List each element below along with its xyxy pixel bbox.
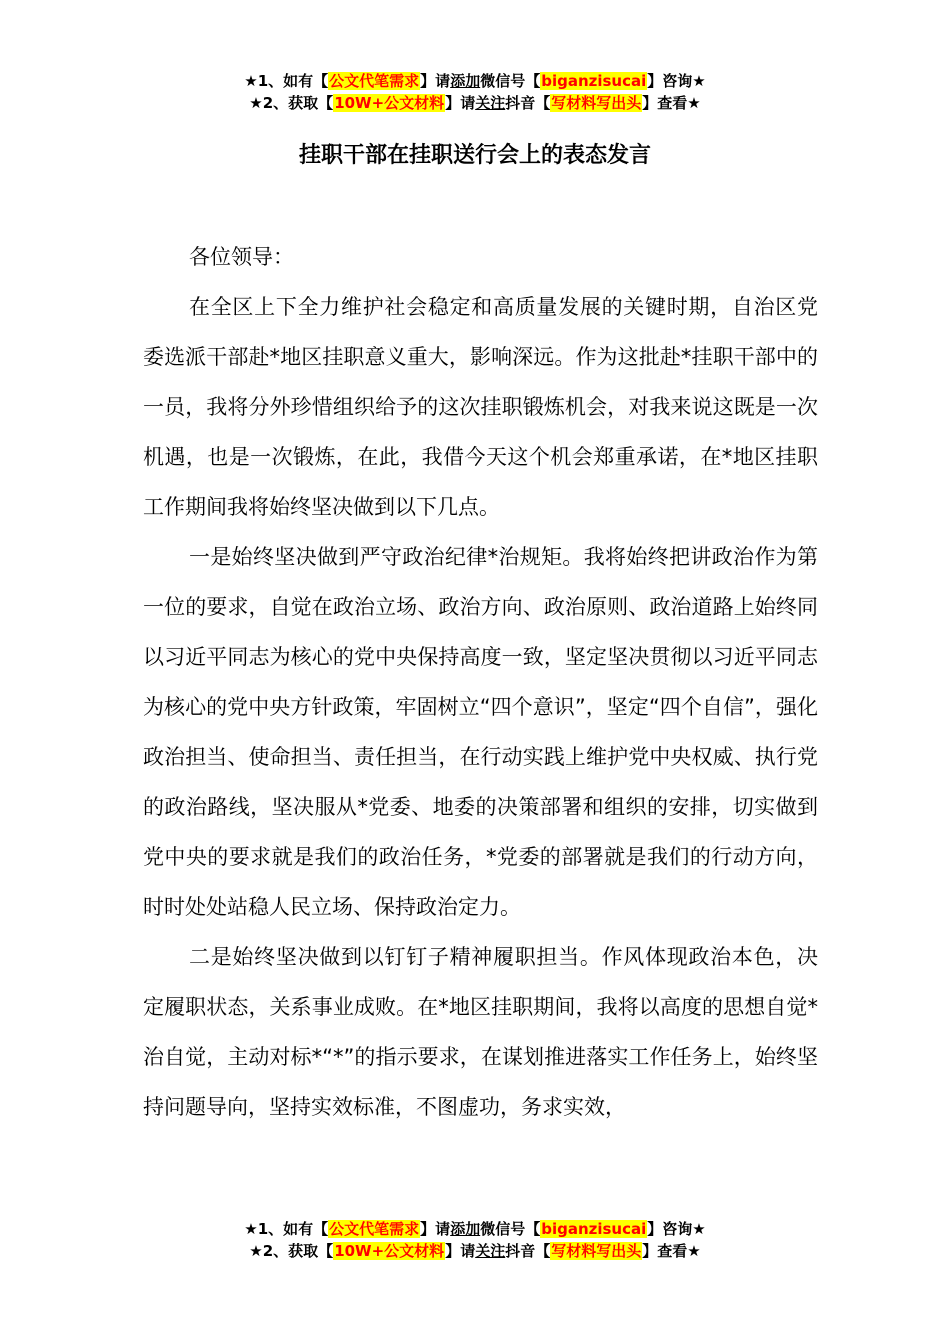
- banner-line-1: [0, 1218, 950, 1240]
- footer-banner: [0, 1218, 950, 1262]
- banner-text: ★1、如有【: [244, 72, 329, 90]
- banner-text: 】查看★: [642, 1242, 701, 1260]
- banner-text: 微信号【: [480, 1220, 541, 1238]
- banner-text: 抖音【: [505, 1242, 551, 1260]
- banner-text: 】咨询★: [647, 1220, 706, 1238]
- banner-line-2: [0, 1240, 950, 1262]
- paragraph-point-2: 二是始终坚决做到以钉钉子精神履职担当。作风体现政治本色，决定履职状态，关系事业成败。在*地区挂职期间，我将以高度的思想自觉*治自觉，主动对标*“*”的指示要求，在谋划推进落实工作任务上，始终坚持问题导向，坚持实效标准，不图虚功，务求实效，: [143, 945, 818, 1119]
- banner-text: 】查看★: [642, 94, 701, 112]
- banner-highlight-service: 公文代笔需求: [329, 72, 420, 90]
- banner-highlight-materials: 10W+公文材料: [334, 1242, 445, 1260]
- banner-text: 微信号【: [480, 72, 541, 90]
- paragraph-intro: 在全区上下全力维护社会稳定和高质量发展的关键时期，自治区党委选派干部赴*地区挂职意义重大，影响深远。作为这批赴*挂职干部中的一员，我将分外珍惜组织给予的这次挂职锻炼机会，对我来说这既是一次机遇，也是一次锻炼，在此，我借今天这个机会郑重承诺，在*地区挂职工作期间我将始终坚决做到以下几点。: [143, 295, 818, 519]
- banner-text: 】咨询★: [647, 72, 706, 90]
- banner-text: 】请: [445, 1242, 476, 1260]
- banner-underline-add: 添加: [450, 72, 481, 90]
- document-body: [143, 232, 818, 1132]
- banner-underline-follow: 关注: [475, 1242, 506, 1260]
- salutation: 各位领导：: [189, 245, 294, 269]
- banner-line-2: [0, 92, 950, 114]
- banner-text: 】请: [420, 1220, 451, 1238]
- banner-text: 】请: [445, 94, 476, 112]
- banner-underline-add: 添加: [450, 1220, 481, 1238]
- banner-text: 】请: [420, 72, 451, 90]
- banner-text: ★2、获取【: [249, 1242, 334, 1260]
- banner-highlight-douyin: 写材料写出头: [551, 94, 642, 112]
- paragraph-point-1: 一是始终坚决做到严守政治纪律*治规矩。我将始终把讲政治作为第一位的要求，自觉在政治立场、政治方向、政治原则、政治道路上始终同以习近平同志为核心的党中央保持高度一致，坚定坚决贯彻以习近平同志为核心的党中央方针政策，牢固树立“四个意识”，坚定“四个自信”，强化政治担当、使命担当、责任担当，在行动实践上维护党中央权威、执行党的政治路线，坚决服从*党委、地委的决策部署和组织的安排，切实做到党中央的要求就是我们的政治任务，*党委的部署就是我们的行动方向，时时处处站稳人民立场、保持政治定力。: [143, 545, 818, 919]
- banner-line-1: [0, 70, 950, 92]
- banner-highlight-wechat-id: biganzisucai: [541, 1220, 647, 1238]
- banner-text: 抖音【: [505, 94, 551, 112]
- banner-text: ★1、如有【: [244, 1220, 329, 1238]
- banner-highlight-materials: 10W+公文材料: [334, 94, 445, 112]
- banner-highlight-service: 公文代笔需求: [329, 1220, 420, 1238]
- document-title: 挂职干部在挂职送行会上的表态发言: [298, 143, 651, 168]
- banner-highlight-wechat-id: biganzisucai: [541, 72, 647, 90]
- header-banner: [0, 70, 950, 114]
- banner-text: ★2、获取【: [249, 94, 334, 112]
- banner-underline-follow: 关注: [475, 94, 506, 112]
- banner-highlight-douyin: 写材料写出头: [551, 1242, 642, 1260]
